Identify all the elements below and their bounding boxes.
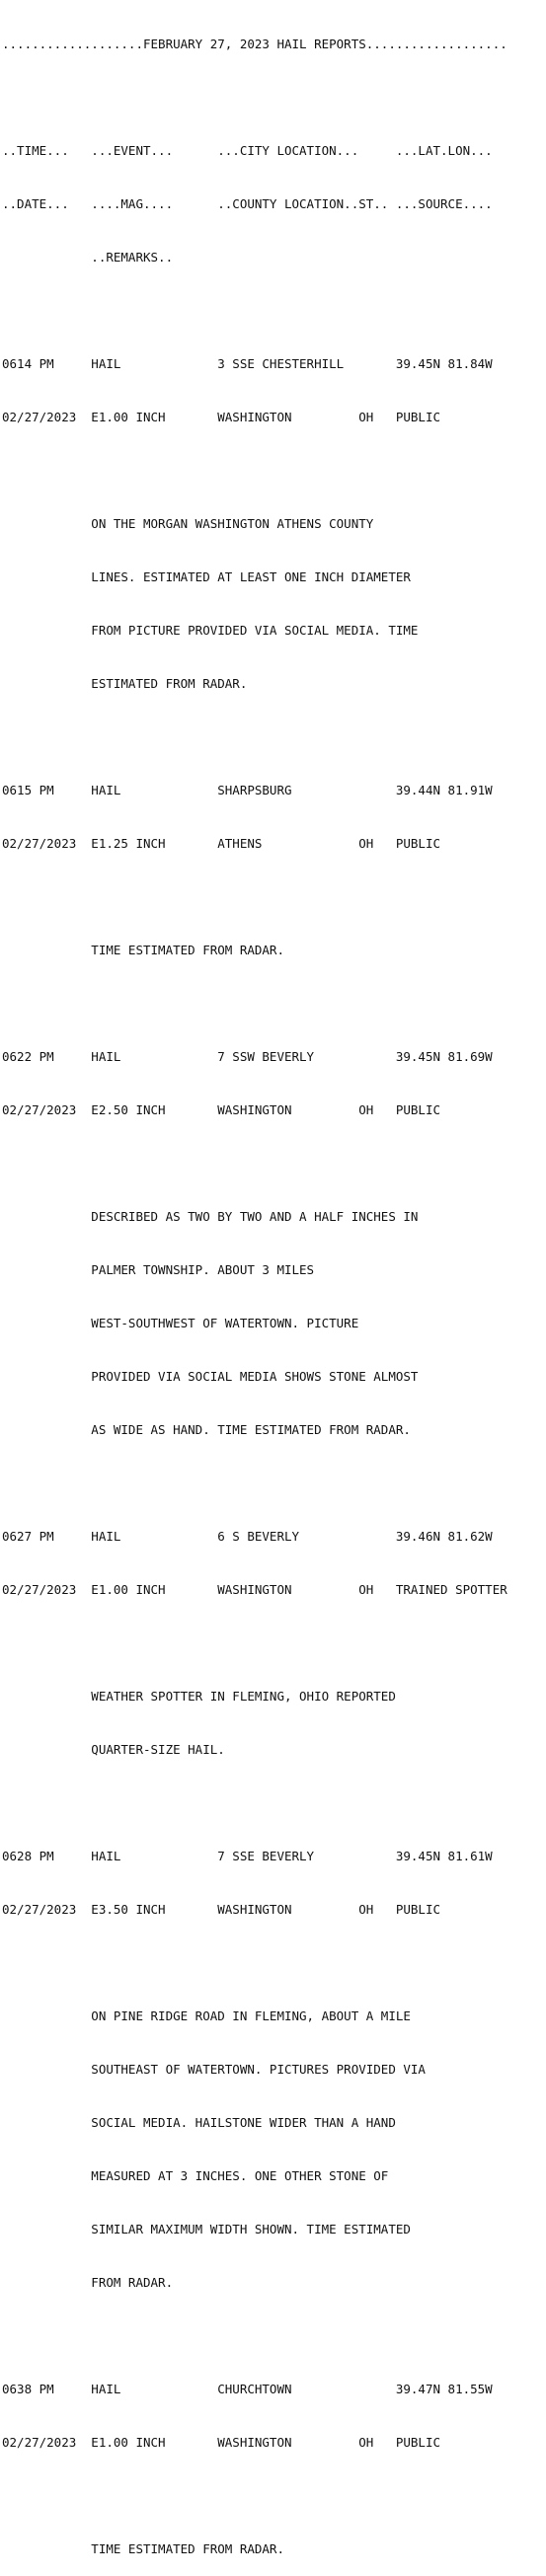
report-remarks: TIME ESTIMATED FROM RADAR. xyxy=(2,2541,284,2556)
column-header: ..DATE... ....MAG.... ..COUNTY LOCATION..ST.. ...SOURCE.... xyxy=(2,196,493,211)
report-remarks: SIMILAR MAXIMUM WIDTH SHOWN. TIME ESTIMATED xyxy=(2,2222,411,2236)
report-remarks: WEST-SOUTHWEST OF WATERTOWN. PICTURE xyxy=(2,1316,359,1330)
blank-line xyxy=(2,1155,507,1173)
report-row: 0628 PM HAIL 7 SSE BEVERLY 39.45N 81.61W xyxy=(2,1849,493,1863)
column-header: ..REMARKS.. xyxy=(2,250,174,265)
blank-line xyxy=(2,1954,507,1972)
report-remarks: QUARTER-SIZE HAIL. xyxy=(2,1742,225,1757)
report-remarks: MEASURED AT 3 INCHES. ONE OTHER STONE OF xyxy=(2,2168,389,2183)
report-row: 02/27/2023 E1.00 INCH WASHINGTON OH PUBLIC xyxy=(2,2435,441,2450)
report-row: 02/27/2023 E1.00 INCH WASHINGTON OH TRAINED SPOTTER xyxy=(2,1582,507,1597)
report-remarks: LINES. ESTIMATED AT LEAST ONE INCH DIAMETER xyxy=(2,569,411,584)
report-remarks: WEATHER SPOTTER IN FLEMING, OHIO REPORTED xyxy=(2,1689,396,1704)
report-remarks: FROM PICTURE PROVIDED VIA SOCIAL MEDIA. TIME xyxy=(2,623,419,638)
report-row: 02/27/2023 E1.00 INCH WASHINGTON OH PUBLIC xyxy=(2,410,441,424)
blank-line xyxy=(2,89,507,107)
report-remarks: FROM RADAR. xyxy=(2,2275,174,2290)
column-header: ..TIME... ...EVENT... ...CITY LOCATION... ...LAT.LON... xyxy=(2,143,493,158)
report-title: ...................FEBRUARY 27, 2023 HAIL REPORTS................... xyxy=(2,37,507,51)
report-remarks: ESTIMATED FROM RADAR. xyxy=(2,676,248,691)
blank-line xyxy=(2,1634,507,1652)
report-remarks: ON THE MORGAN WASHINGTON ATHENS COUNTY xyxy=(2,516,374,531)
report-row: 0638 PM HAIL CHURCHTOWN 39.47N 81.55W xyxy=(2,2382,493,2396)
blank-line xyxy=(2,1475,507,1492)
report-remarks: SOCIAL MEDIA. HAILSTONE WIDER THAN A HAND xyxy=(2,2115,396,2130)
blank-line xyxy=(2,2327,507,2345)
report-remarks: ON PINE RIDGE ROAD IN FLEMING, ABOUT A MILE xyxy=(2,2008,411,2023)
hail-report-text xyxy=(2,0,507,2576)
report-remarks: SOUTHEAST OF WATERTOWN. PICTURES PROVIDED VIA xyxy=(2,2062,426,2077)
report-row: 02/27/2023 E2.50 INCH WASHINGTON OH PUBLIC xyxy=(2,1102,441,1117)
blank-line xyxy=(2,1794,507,1812)
report-remarks: TIME ESTIMATED FROM RADAR. xyxy=(2,943,284,957)
blank-line xyxy=(2,728,507,746)
blank-line xyxy=(2,995,507,1013)
report-row: 0614 PM HAIL 3 SSE CHESTERHILL 39.45N 81.84W xyxy=(2,356,493,371)
report-remarks: PROVIDED VIA SOCIAL MEDIA SHOWS STONE ALMOST xyxy=(2,1369,419,1384)
report-row: 02/27/2023 E3.50 INCH WASHINGTON OH PUBLIC xyxy=(2,1902,441,1917)
report-remarks: AS WIDE AS HAND. TIME ESTIMATED FROM RADAR. xyxy=(2,1422,411,1437)
report-row: 0615 PM HAIL SHARPSBURG 39.44N 81.91W xyxy=(2,783,493,797)
report-row: 0627 PM HAIL 6 S BEVERLY 39.46N 81.62W xyxy=(2,1529,493,1544)
report-remarks: DESCRIBED AS TWO BY TWO AND A HALF INCHES IN xyxy=(2,1209,419,1224)
blank-line xyxy=(2,888,507,906)
blank-line xyxy=(2,462,507,480)
blank-line xyxy=(2,2487,507,2505)
blank-line xyxy=(2,302,507,320)
report-row: 0622 PM HAIL 7 SSW BEVERLY 39.45N 81.69W xyxy=(2,1049,493,1064)
report-row: 02/27/2023 E1.25 INCH ATHENS OH PUBLIC xyxy=(2,836,441,851)
report-remarks: PALMER TOWNSHIP. ABOUT 3 MILES xyxy=(2,1262,315,1277)
